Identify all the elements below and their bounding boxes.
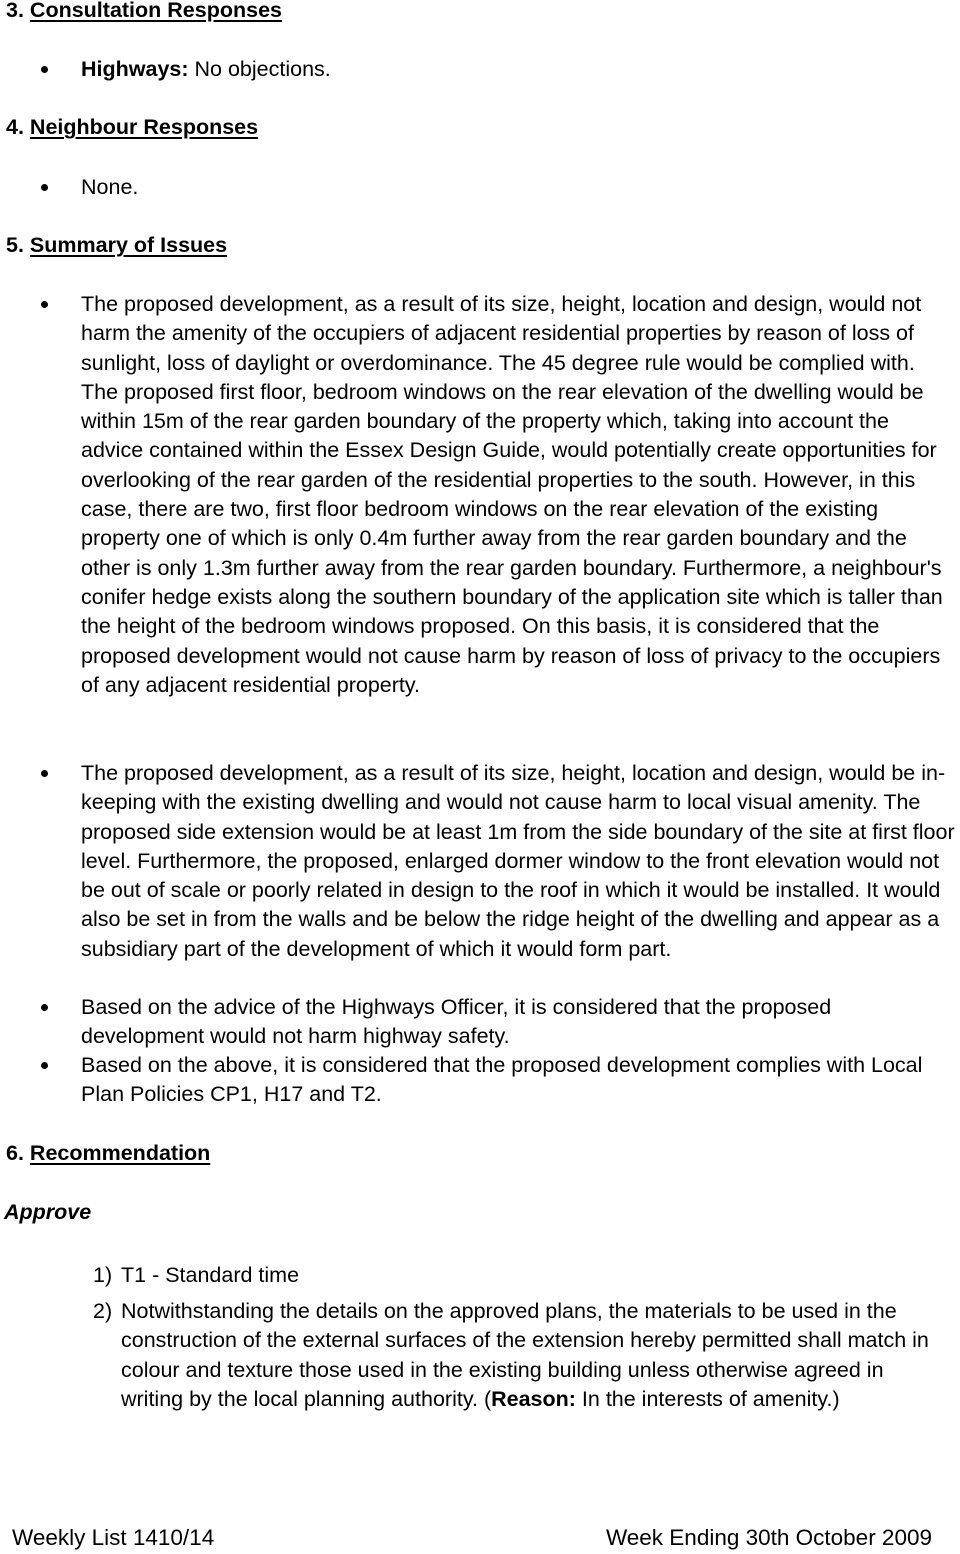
condition-reason bbox=[484, 1387, 840, 1411]
reason-label: Reason: bbox=[491, 1386, 576, 1411]
bullet-icon bbox=[41, 66, 48, 73]
bullet-text: Based on the advice of the Highways Officer, it is considered that the proposed development would not harm highway safety. bbox=[81, 995, 832, 1049]
section-number: 3. bbox=[6, 0, 24, 22]
condition-text: T1 - Standard time bbox=[121, 1263, 300, 1287]
section-number: 5. bbox=[6, 233, 24, 257]
bullet-text: The proposed development, as a result of its size, height, location and design, would not harm the amenity of the occupiers of adjacent residential properties by reason of loss of sunlight, loss of daylight or overdominance. The 45 degree rule would be complied with. The proposed first floor, bedroom windows on the rear elevation of the dwelling would be within 15m of the rear garden boundary of the property which, taking into account the advice contained within the Essex Design Guide, would potentially create opportunities for overlooking of the rear garden of the residential properties to the south. However, in this case, there are two, first floor bedroom windows on the rear elevation of the existing property one of which is only 0.4m further away from the rear garden boundary and the other is only 1.3m further away from the rear garden boundary. Furthermore, a neighbour's conifer hedge exists along the southern boundary of the application site which is taller than the height of the bedroom windows proposed. On this basis, it is considered that the proposed development would not cause harm by reason of loss of privacy to the occupiers of any adjacent residential property. bbox=[81, 292, 943, 697]
bullet-icon bbox=[41, 1062, 48, 1069]
bullet-icon bbox=[41, 770, 48, 777]
reason-open: ( bbox=[483, 1386, 492, 1411]
bullet-text bbox=[81, 55, 957, 84]
section-title: Neighbour Responses bbox=[29, 115, 259, 139]
bullet-text: None. bbox=[81, 175, 139, 199]
section-heading-recommendation bbox=[6, 1139, 210, 1168]
section-number: 6. bbox=[6, 1141, 24, 1165]
bullet-text: The proposed development, as a result of its size, height, location and design, would be in-keeping with the existing dwelling and would not cause harm to local visual amenity. The proposed side extension would be at least 1m from the side boundary of the site at first floor level. Furthermore, the proposed, enlarged dormer window to the front elevation would not be out of scale or poorly related in design to the roof in which it would be installed. It would also be set in from the walls and be below the ridge height of the dwelling and appear as a subsidiary part of the development of which it would form part. bbox=[81, 761, 955, 961]
condition-number: 2) bbox=[93, 1299, 113, 1323]
condition-number: 1) bbox=[93, 1263, 113, 1287]
section-heading-neighbour bbox=[6, 113, 258, 142]
section-heading-summary bbox=[6, 231, 227, 260]
bullet-icon bbox=[41, 301, 48, 308]
decision: Approve bbox=[4, 1200, 92, 1224]
condition-body bbox=[121, 1297, 951, 1414]
section-title: Recommendation bbox=[29, 1141, 211, 1165]
section-title: Consultation Responses bbox=[29, 0, 282, 22]
condition-text: Notwithstanding the details on the approved plans, the materials to be used in the construction of the external surfaces of the extension hereby permitted shall match in colour and texture those used in the existing building unless otherwise agreed in writing by the local planning authority. bbox=[121, 1299, 929, 1411]
consultee-label: Highways: bbox=[81, 57, 189, 81]
consultee-response: No objections. bbox=[188, 57, 331, 81]
bullet-icon bbox=[41, 1004, 48, 1011]
section-number: 4. bbox=[6, 115, 24, 139]
reason-text: In the interests of amenity.) bbox=[575, 1386, 840, 1411]
section-title: Summary of Issues bbox=[29, 233, 228, 257]
section-heading-consultation bbox=[6, 0, 282, 25]
footer-right: Week Ending 30th October 2009 bbox=[605, 1525, 932, 1550]
footer-left: Weekly List 1410/14 bbox=[12, 1525, 215, 1550]
bullet-text: Based on the above, it is considered that the proposed development complies with Local Plan Policies CP1, H17 and T2. bbox=[81, 1053, 923, 1107]
bullet-icon bbox=[41, 184, 48, 191]
